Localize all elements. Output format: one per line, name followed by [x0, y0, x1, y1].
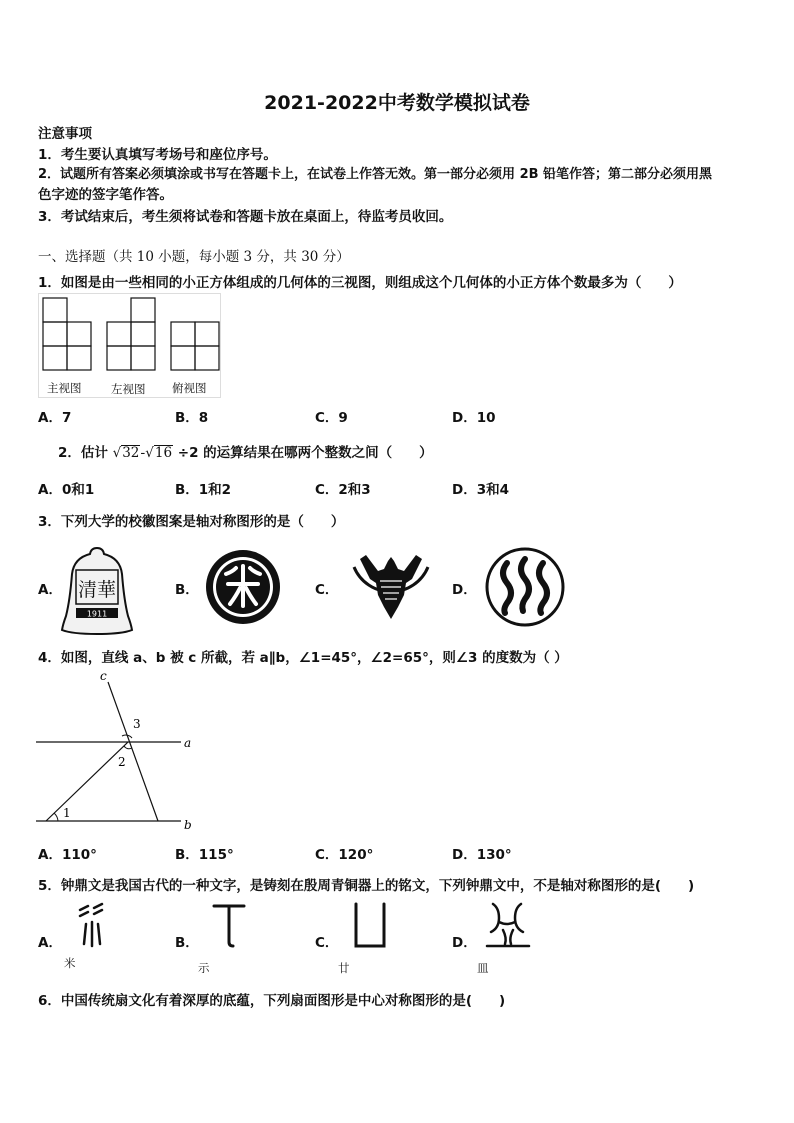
- question-4-stem: 4．如图，直线 a、b 被 c 所截，若 a∥b，∠1=45°，∠2=65°，则∠3 的度数为（ ）: [38, 650, 568, 666]
- q2-option-c[interactable]: C．2和3: [315, 482, 371, 498]
- q5-option-b[interactable]: B．: [175, 935, 199, 951]
- q5-caption-d: 皿: [477, 961, 489, 975]
- q4-option-d[interactable]: D．130°: [452, 847, 512, 863]
- notice-item-2-cont: 色字迹的签字笔作答。: [38, 187, 173, 203]
- front-view-label: 主视图: [47, 381, 82, 395]
- angle-3-label: 3: [133, 717, 141, 731]
- badge-a-text: 清華: [77, 579, 117, 601]
- q2-prefix: 2．估计: [58, 445, 108, 461]
- pku-badge-icon: [204, 548, 282, 626]
- q1-option-a[interactable]: A．7: [38, 410, 72, 426]
- q1-option-d[interactable]: D．10: [452, 410, 496, 426]
- bronze-script-min-icon: [485, 900, 531, 950]
- notice-item-3: 3．考试结束后，考生须将试卷和答题卡放在桌面上，待监考员收回。: [38, 209, 453, 225]
- sqrt-16: √16: [145, 445, 173, 461]
- q2-option-b[interactable]: B．1和2: [175, 482, 232, 498]
- bronze-script-shi-icon: [212, 902, 246, 948]
- q5-option-d[interactable]: D．: [452, 935, 477, 951]
- label-c: c: [100, 669, 107, 683]
- notice-item-1: 1．考生要认真填写考场号和座位序号。: [38, 147, 277, 163]
- left-view-label: 左视图: [111, 382, 146, 396]
- front-view-grid: [43, 298, 91, 370]
- page-title: 2021-2022中考数学模拟试卷: [264, 92, 530, 114]
- q4-option-c[interactable]: C．120°: [315, 847, 374, 863]
- left-view-grid: [107, 298, 155, 370]
- q5-option-c[interactable]: C．: [315, 935, 339, 951]
- angle-1-label: 1: [63, 806, 71, 820]
- notice-item-2: 2．试题所有答案必须填涂或书写在答题卡上，在试卷上作答无效。第一部分必须用 2B 铅笔作答；第二部分必须用黑: [38, 167, 713, 182]
- q2-minus: -: [140, 445, 146, 461]
- q2-option-d[interactable]: D．3和4: [452, 482, 509, 498]
- top-view-grid: [171, 322, 219, 370]
- q3-option-c[interactable]: C．: [315, 582, 339, 598]
- q4-option-b[interactable]: B．115°: [175, 847, 234, 863]
- q1-option-c[interactable]: C．9: [315, 410, 348, 426]
- q5-caption-a: 米: [64, 956, 76, 970]
- q2-suffix: ÷2 的运算结果在哪两个整数之间（ ）: [177, 445, 433, 461]
- top-view-label: 俯视图: [172, 381, 207, 395]
- bronze-script-mi-icon: [76, 900, 108, 948]
- badge-a-year: 1911: [86, 609, 108, 619]
- label-a: a: [184, 736, 192, 750]
- sqrt-32-radicand: 32: [122, 445, 140, 461]
- sqrt-32: √32: [112, 445, 140, 461]
- question-2-stem: [58, 441, 433, 461]
- section-heading: 一、选择题（共 10 小题，每小题 3 分，共 30 分）: [38, 249, 350, 265]
- q1-option-b[interactable]: B．8: [175, 410, 209, 426]
- question-1-stem: 1．如图是由一些相同的小正方体组成的几何体的三视图，则组成这个几何体的小正方体个数最多为（ ）: [38, 275, 682, 291]
- angle-2-label: 2: [118, 755, 126, 769]
- line-c: [108, 682, 158, 821]
- tsinghua-badge-icon: [62, 544, 132, 636]
- notice-heading: 注意事项: [38, 126, 92, 142]
- label-b: b: [184, 818, 192, 832]
- transversal-line: [46, 742, 128, 821]
- question-3-stem: 3．下列大学的校徽图案是轴对称图形的是（ ）: [38, 514, 345, 530]
- water-badge-icon: [485, 547, 565, 627]
- q3-option-b[interactable]: B．: [175, 582, 199, 598]
- q5-caption-c: 廿: [338, 961, 350, 975]
- question-5-stem: 5．钟鼎文是我国古代的一种文字，是铸刻在殷周青铜器上的铭文，下列钟鼎文中，不是轴对称图形的是( ): [38, 878, 695, 894]
- bronze-script-nian-icon: [352, 902, 388, 950]
- q5-caption-b: 示: [198, 961, 210, 975]
- question-6-stem: 6．中国传统扇文化有着深厚的底蕴，下列扇面图形是中心对称图形的是( ): [38, 993, 506, 1009]
- eagle-badge-icon: [348, 547, 434, 627]
- q2-option-a[interactable]: A．0和1: [38, 482, 95, 498]
- q3-option-d[interactable]: D．: [452, 582, 477, 598]
- sqrt-16-radicand: 16: [154, 445, 173, 461]
- q3-option-a[interactable]: A．: [38, 582, 62, 598]
- parallel-lines-figure: [36, 668, 206, 833]
- q4-option-a[interactable]: A．110°: [38, 847, 97, 863]
- q5-option-a[interactable]: A．: [38, 935, 62, 951]
